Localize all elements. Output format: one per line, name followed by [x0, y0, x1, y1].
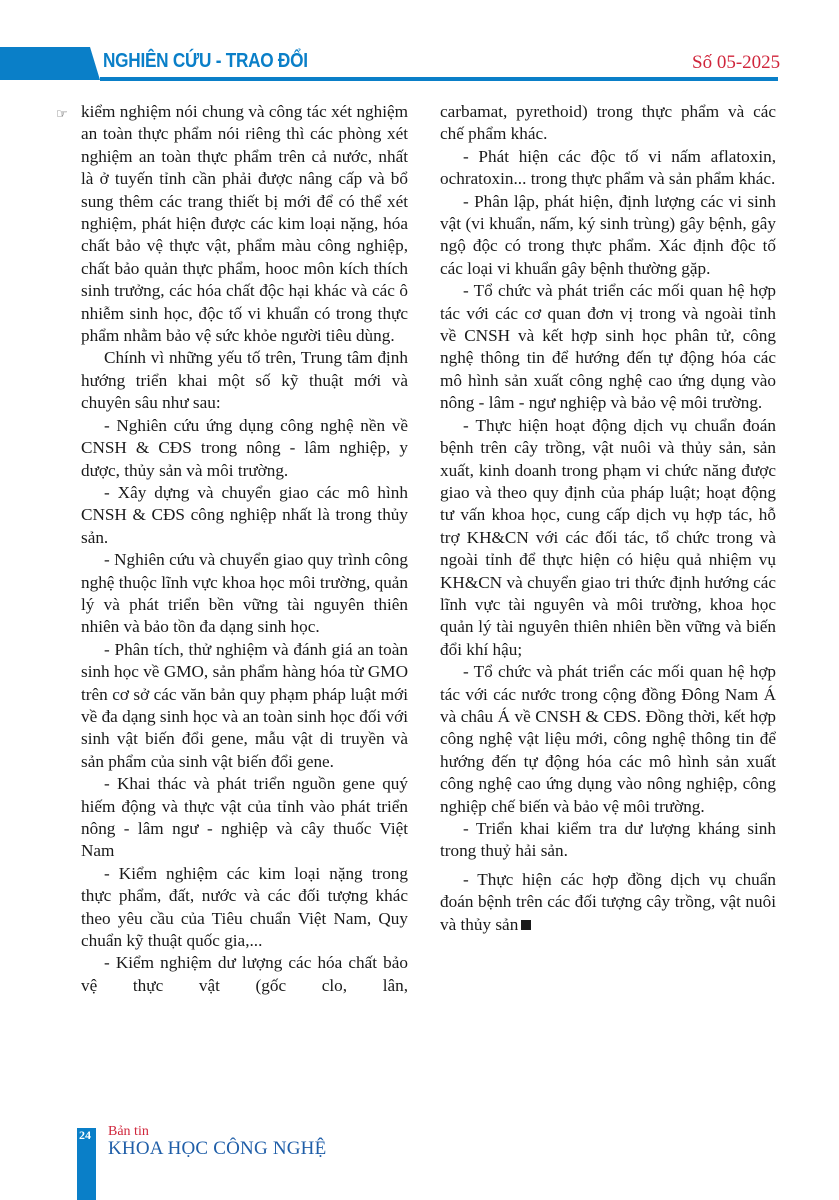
header-rule [100, 77, 778, 81]
list-item: - Tổ chức và phát triển các mối quan hệ hợp tác với các cơ quan đơn vị trong và ngoài tỉnh về CNSH và kết hợp sinh học phân tử, công nghệ thông tin để hướng đến tự động hóa các mô hình sản xuất công nghệ cao ứng dụng vào nông - lâm - ngư nghiệp và bảo vệ môi trường. [440, 281, 776, 413]
list-item: - Tổ chức và phát triển các mối quan hệ hợp tác với các nước trong cộng đồng Đông Nam Á và châu Á về CNSH & CĐS. Đồng thời, kết hợp công nghệ vật liệu mới, công nghệ thông tin để hướng đến tự động hóa các mô hình sản xuất công nghệ cao ứng dụng vào nông nghiệp, công nghiệp chế biến và bảo vệ môi trường. [440, 662, 776, 816]
header-accent-band [0, 47, 100, 80]
list-item: - Khai thác và phát triển nguồn gene quý hiếm động và thực vật của tỉnh vào phát triển nông - lâm ngư - nghiệp và cây thuốc Việt Nam [81, 774, 408, 861]
page-number: 24 [79, 1128, 91, 1142]
list-item: - Thực hiện hoạt động dịch vụ chuẩn đoán bệnh trên cây trồng, vật nuôi và thủy sản, sản xuất, kinh doanh trong phạm vi chức năng được giao và theo quy định của pháp luật; hoạt động tư vấn khoa học, cung cấp dịch vụ hợp tác, hỗ trợ KH&CN với các đối tác, tổ chức trong và ngoài tỉnh để thực hiện có hiệu quả nhiệm vụ KH&CN và chuyển giao tri thức định hướng các lĩnh vực tài nguyên và môi trường, khoa học quản lý tài nguyên thiên nhiên bền vững và biến đổi khí hậu; [440, 415, 776, 659]
publication-kicker: Bản tin [108, 1124, 149, 1139]
list-item: - Kiểm nghiệm dư lượng các hóa chất bảo vệ thực vật (gốc clo, lân, [81, 953, 408, 995]
list-item: - Kiểm nghiệm các kim loại nặng trong thực phẩm, đất, nước và các đối tượng khác theo yêu cầu của Tiêu chuẩn Việt Nam, Quy chuẩn kỹ thuật quốc gia,... [81, 863, 408, 951]
paragraph: carbamat, pyrethoid) trong thực phẩm và các chế phẩm khác. [440, 102, 776, 144]
list-item [440, 869, 776, 936]
issue-number: Số 05-2025 [692, 52, 781, 73]
end-of-article-square-icon [521, 920, 531, 930]
list-item: - Phân tích, thử nghiệm và đánh giá an toàn sinh học về GMO, sản phẩm hàng hóa từ GMO trên cơ sở các văn bản quy phạm pháp luật mới về đa dạng sinh học và an toàn sinh học đối với sinh vật biến đổi gene, mẫu vật di truyền và sản phẩm của sinh vật biến đổi gene. [81, 639, 408, 771]
publication-title: KHOA HỌC CÔNG NGHỆ [108, 1138, 327, 1159]
list-item: - Xây dựng và chuyển giao các mô hình CNSH & CĐS công nghiệp nhất là trong thủy sản. [81, 482, 408, 547]
list-item-text: - Thực hiện các hợp đồng dịch vụ chuẩn đoán bệnh trên các đối tượng cây trồng, vật nuôi và thủy sản [440, 869, 776, 934]
paragraph: kiểm nghiệm nói chung và công tác xét nghiệm an toàn thực phẩm nói riêng thì các phòng xét nghiệm an toàn thực phẩm trên cả nước, nhất là ở tuyến tỉnh cần phải được nâng cấp và bổ sung thêm các trang thiết bị mới để có thể xét nghiệm, phát hiện được các kim loại nặng, hóa chất bảo vệ thực vật, phẩm màu công nghiệp, chất bảo quản thực phẩm, hooc môn kích thích sinh trưởng, các hóa chất độc hại khác và các ô nhiễm sinh học, độc tố vi khuẩn có trong thực phẩm nhằm bảo vệ sức khỏe người tiêu dùng. [81, 102, 408, 346]
list-item: - Phát hiện các độc tố vi nấm aflatoxin, ochratoxin... trong thực phẩm và sản phẩm khác. [440, 146, 776, 189]
right-column [440, 101, 776, 936]
list-item: - Nghiên cứu ứng dụng công nghệ nền về CNSH & CĐS trong nông - lâm nghiệp, y dược, thủy sản và môi trường. [81, 415, 408, 480]
left-column [81, 101, 408, 997]
section-title: NGHIÊN CỨU - TRAO ĐỔI [103, 50, 308, 72]
list-item: - Nghiên cứu và chuyển giao quy trình công nghệ thuộc lĩnh vực khoa học môi trường, quản lý và phát triển bền vững tài nguyên thiên nhiên và bảo tồn đa dạng sinh học. [81, 550, 409, 637]
list-item: - Phân lập, phát hiện, định lượng các vi sinh vật (vi khuẩn, nấm, ký sinh trùng) gây bệnh, gây ngộ độc có trong thực phẩm. Xác định độc tố các loại vi khuẩn gây bệnh thường gặp. [440, 191, 776, 278]
page-header [0, 0, 839, 100]
paragraph: Chính vì những yếu tố trên, Trung tâm định hướng triển khai một số kỹ thuật mới và chuyên sâu như sau: [81, 348, 408, 413]
list-item: - Triển khai kiểm tra dư lượng kháng sinh trong thuỷ hải sản. [440, 819, 776, 861]
pointing-hand-icon: ☞ [56, 107, 68, 122]
